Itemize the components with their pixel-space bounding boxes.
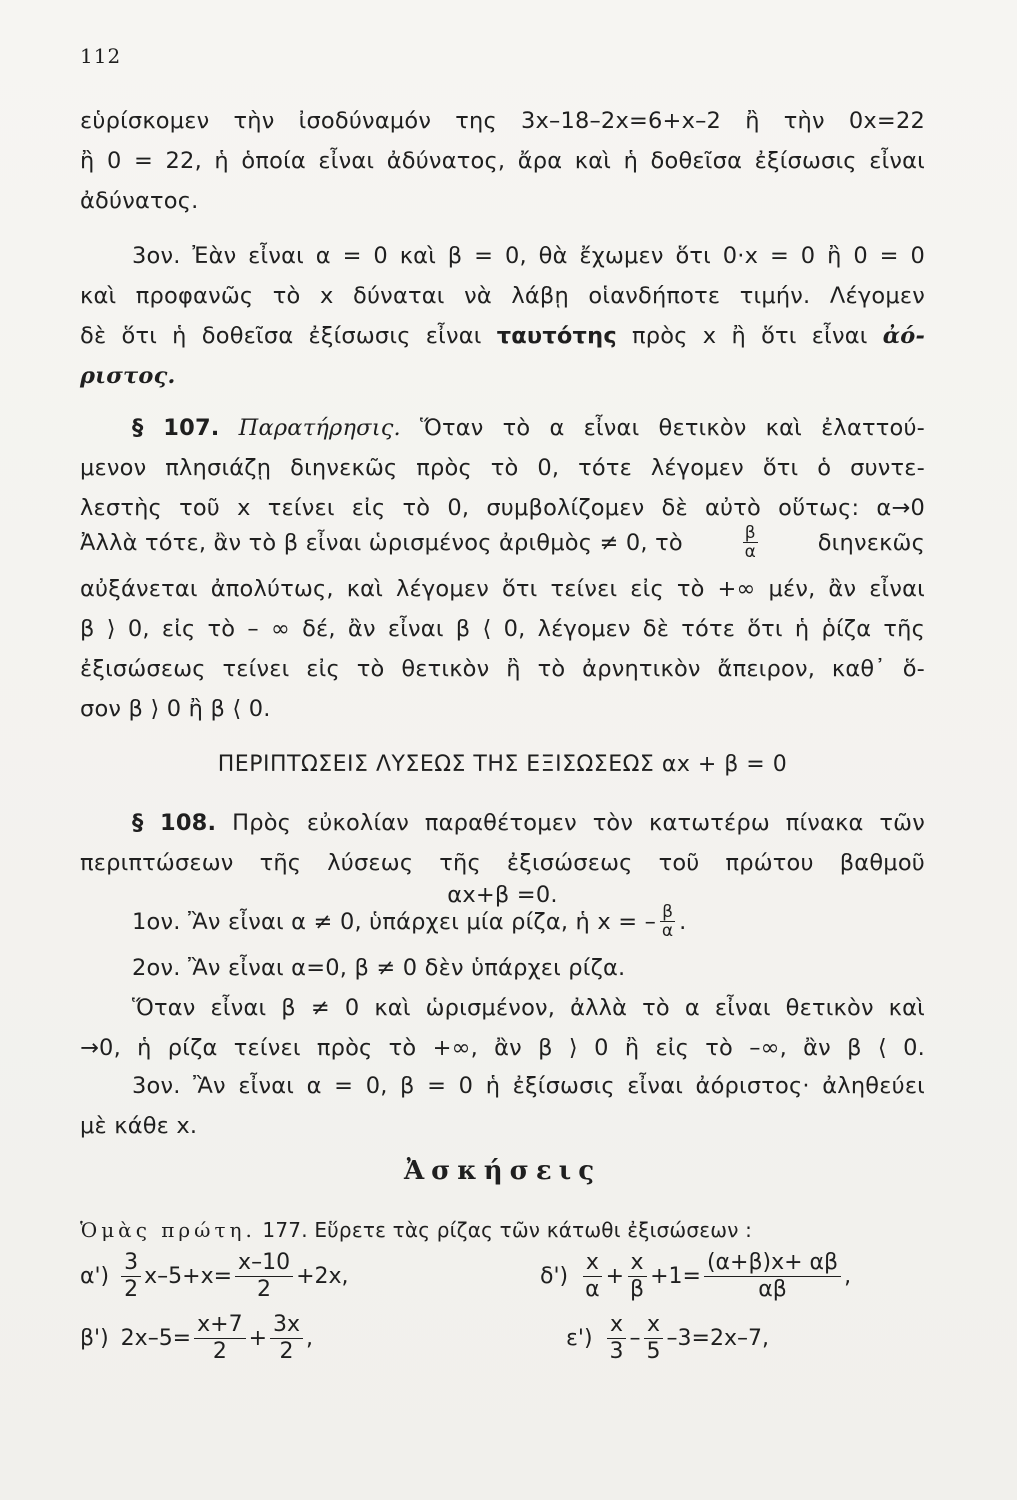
- case-1-end: .: [679, 908, 687, 935]
- exercise-group-text: 177. Εὕρετε τὰς ρίζας τῶν κάτωθι ἐξισώσεων :: [255, 1218, 753, 1242]
- exercise-group-line: [80, 1215, 925, 1245]
- s108-line1: [132, 808, 925, 838]
- exercise-alpha: [80, 1250, 349, 1303]
- fraction: [270, 1312, 303, 1365]
- exercise-epsilon-label: ε'): [566, 1326, 593, 1351]
- fraction: [607, 1312, 627, 1365]
- para1-line3: ἀδύνατος.: [80, 188, 199, 214]
- fraction-numerator: x: [628, 1250, 647, 1277]
- fraction: [644, 1312, 664, 1365]
- exercises-heading: Ἀσκήσεις: [403, 1156, 602, 1186]
- fraction: [121, 1250, 141, 1303]
- fraction: [194, 1312, 245, 1365]
- s107-line1: [132, 413, 925, 443]
- exercise-delta: [540, 1250, 851, 1303]
- exercise-beta: [80, 1312, 313, 1365]
- fraction: [627, 1250, 647, 1303]
- s107-line1-rest: Ὅταν τὸ α εἶναι θετικὸν καὶ ἐλαττού-: [400, 415, 925, 441]
- para1-line1: εὑρίσκομεν τὴν ἰσοδύναμόν της 3x–18–2x=6+x–2 ἢ τὴν 0x=22: [80, 108, 925, 134]
- fraction-beta-alpha: [743, 524, 758, 561]
- para2-line3: [80, 321, 925, 351]
- fraction-numerator: x+7: [194, 1312, 245, 1339]
- s108-line3: αx+β =0.: [447, 882, 558, 908]
- expression-part: +: [248, 1326, 268, 1351]
- exercise-alpha-label: α'): [80, 1264, 110, 1289]
- fraction-numerator: (α+β)x+ αβ: [704, 1250, 841, 1277]
- fraction-denominator: 2: [124, 1277, 139, 1302]
- expression-part: ,: [306, 1326, 314, 1351]
- s107-line4: [80, 524, 925, 561]
- para2-line2: καὶ προφανῶς τὸ x δύναται νὰ λάβῃ οἱανδήποτε τιμήν. Λέγομεν: [80, 283, 925, 309]
- s107-line6: β ⟩ 0, εἰς τὸ – ∞ δέ, ἂν εἶναι β ⟨ 0, λέγομεν δὲ τότε ὅτι ἡ ῥίζα τῆς: [80, 616, 925, 642]
- case-2-note-line1: Ὅταν εἶναι β ≠ 0 καὶ ὡρισμένον, ἀλλὰ τὸ α εἶναι θετικὸν καὶ: [132, 995, 925, 1021]
- fraction-numerator: β: [662, 902, 674, 922]
- s107-line8: σον β ⟩ 0 ἢ β ⟨ 0.: [80, 696, 271, 722]
- expression-part: –3=2x–7,: [666, 1326, 769, 1351]
- fraction-denominator: α: [744, 542, 756, 562]
- fraction-denominator: αβ: [758, 1277, 787, 1302]
- fraction-beta-alpha-case1: [660, 903, 675, 940]
- expression-part: +2x,: [296, 1264, 349, 1289]
- fraction-numerator: β: [744, 523, 756, 543]
- para2-line3-c: πρὸς x ἢ ὅτι εἶναι: [616, 323, 883, 349]
- fraction-numerator: x: [583, 1250, 602, 1277]
- fraction: [235, 1250, 293, 1303]
- s108-line2: περιπτώσεων τῆς λύσεως τῆς ἐξισώσεως τοῦ πρώτου βαθμοῦ: [80, 850, 925, 876]
- para2-line1: 3ον. Ἐὰν εἶναι α = 0 καὶ β = 0, θὰ ἔχωμεν ὅτι 0·x = 0 ἢ 0 = 0: [132, 243, 925, 269]
- page-number: 112: [80, 44, 122, 68]
- s108-number: § 108.: [132, 810, 217, 836]
- case-2: 2ον. Ἂν εἶναι α=0, β ≠ 0 δὲν ὑπάρχει ρίζα.: [132, 955, 626, 981]
- case-1: [132, 903, 925, 940]
- term-aoristos: ἀό-: [882, 323, 925, 349]
- expression-part: +1=: [650, 1264, 701, 1289]
- s107-line3: λεστὴς τοῦ x τείνει εἰς τὸ 0, συμβολίζομεν δὲ αὐτὸ οὕτως: α→0: [80, 495, 925, 521]
- case-2-note-line2: →0, ἡ ρίζα τείνει πρὸς τὸ +∞, ἂν β ⟩ 0 ἢ εἰς τὸ –∞, ἂν β ⟨ 0.: [80, 1035, 925, 1061]
- s107-title: Παρατήρησις.: [238, 415, 401, 441]
- para2-line4: ριστος.: [80, 363, 176, 389]
- fraction-denominator: 3: [609, 1339, 624, 1364]
- expression-part: ,: [844, 1264, 852, 1289]
- s107-number: § 107.: [132, 415, 220, 441]
- s107-line4-a: Ἀλλὰ τότε, ἂν τὸ β εἶναι ὡρισμένος ἀριθμὸς ≠ 0, τὸ: [80, 529, 683, 556]
- fraction-numerator: x: [607, 1312, 626, 1339]
- fraction-denominator: 2: [212, 1339, 227, 1364]
- fraction-denominator: 5: [646, 1339, 661, 1364]
- fraction-denominator: 2: [257, 1277, 272, 1302]
- s107-line2: μενον πλησιάζῃ διηνεκῶς πρὸς τὸ 0, τότε λέγομεν ὅτι ὁ συντε-: [80, 455, 925, 481]
- fraction-numerator: x: [644, 1312, 663, 1339]
- para1-line2: ἢ 0 = 22, ἡ ὁποία εἶναι ἀδύνατος, ἄρα καὶ ἡ δοθεῖσα ἐξίσωσις εἶναι: [80, 148, 925, 174]
- fraction-denominator: 2: [279, 1339, 294, 1364]
- expression-part: +: [605, 1264, 625, 1289]
- expression-part: x–5+x=: [144, 1264, 233, 1289]
- para2-line3-a: δὲ ὅτι ἡ δοθεῖσα ἐξίσωσις εἶναι: [80, 323, 497, 349]
- s107-line4-b: διηνεκῶς: [817, 529, 925, 556]
- exercise-group-label: Ὁμὰς πρώτη.: [80, 1218, 256, 1242]
- s107-line7: ἐξισώσεως τείνει εἰς τὸ θετικὸν ἢ τὸ ἀρνητικὸν ἄπειρον, καθ᾽ ὅ-: [80, 656, 925, 682]
- term-tautotis: ταυτότης: [496, 323, 617, 349]
- fraction-denominator: β: [630, 1277, 645, 1302]
- fraction-numerator: 3: [121, 1250, 141, 1277]
- s108-line1-rest: Πρὸς εὐκολίαν παραθέτομεν τὸν κατωτέρω πίνακα τῶν: [216, 810, 925, 836]
- expression-part: –: [629, 1326, 641, 1351]
- fraction-denominator: α: [661, 921, 674, 941]
- fraction-numerator: x–10: [235, 1250, 293, 1277]
- fraction-denominator: α: [585, 1277, 600, 1302]
- case-3-line2: μὲ κάθε x.: [80, 1113, 198, 1139]
- exercise-epsilon: [566, 1312, 769, 1365]
- fraction-numerator: 3x: [270, 1312, 303, 1339]
- fraction: [704, 1250, 841, 1303]
- case-3-line1: 3ον. Ἂν εἶναι α = 0, β = 0 ἡ ἐξίσωσις εἶναι ἀόριστος· ἀληθεύει: [132, 1073, 925, 1099]
- exercise-delta-label: δ'): [540, 1264, 569, 1289]
- case-1-text: 1ον. Ἂν εἶναι α ≠ 0, ὑπάρχει μία ρίζα, ἡ x = –: [132, 908, 657, 935]
- section-heading: ΠΕΡΙΠΤΩΣΕΙΣ ΛΥΣΕΩΣ ΤΗΣ ΕΞΙΣΩΣΕΩΣ αx + β = 0: [217, 752, 788, 777]
- fraction: [582, 1250, 603, 1303]
- expression-part: 2x–5=: [120, 1326, 192, 1351]
- exercise-beta-label: β'): [80, 1326, 109, 1351]
- s107-line5: αὐξάνεται ἀπολύτως, καὶ λέγομεν ὅτι τείνει εἰς τὸ +∞ μέν, ἂν εἶναι: [80, 576, 925, 602]
